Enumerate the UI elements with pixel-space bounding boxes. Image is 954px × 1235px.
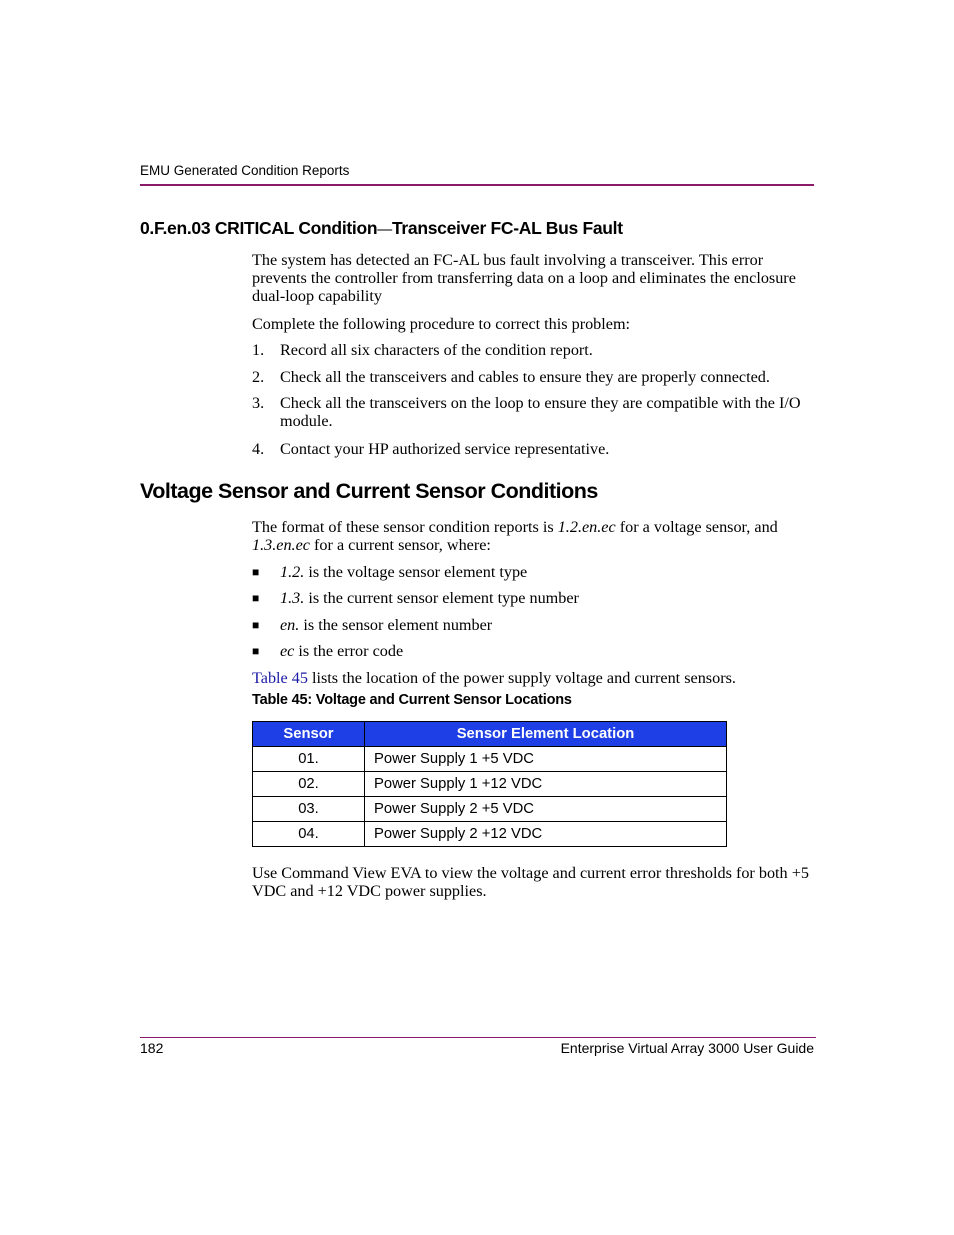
bullet-text: is the voltage sensor element type xyxy=(304,563,528,581)
bullet-text: is the current sensor element type number xyxy=(304,589,579,607)
page-number: 182 xyxy=(140,1040,164,1056)
table-45-link[interactable]: Table 45 xyxy=(252,669,308,687)
bullet-item xyxy=(280,589,820,607)
footer-rule xyxy=(140,1037,816,1038)
bullet-code: en. xyxy=(280,616,300,634)
step-text: Check all the transceivers on the loop to ensure they are compatible with the I/O module. xyxy=(280,394,801,430)
section-heading-critical-condition xyxy=(140,218,623,239)
format-text-b: for a voltage sensor, and xyxy=(615,518,778,536)
header-rule xyxy=(140,184,814,186)
bullet-item xyxy=(280,616,820,634)
location-cell: Power Supply 2 +12 VDC xyxy=(365,822,727,847)
column-header-sensor: Sensor xyxy=(253,722,365,747)
format-paragraph xyxy=(252,518,817,554)
table-caption: Table 45: Voltage and Current Sensor Locations xyxy=(252,692,572,708)
bullet-marker: ■ xyxy=(252,644,260,658)
bullet-text: is the sensor element number xyxy=(299,616,493,634)
step-number: 3. xyxy=(252,394,265,412)
step-text: Record all six characters of the condition report. xyxy=(280,341,593,359)
table-header-row xyxy=(253,722,727,747)
step-number: 2. xyxy=(252,368,265,386)
voltage-format-code: 1.2.en.ec xyxy=(557,518,616,536)
procedure-intro: Complete the following procedure to correct this problem: xyxy=(252,315,631,333)
step-text: Check all the transceivers and cables to ensure they are properly connected. xyxy=(280,368,770,386)
table-row xyxy=(253,747,727,772)
sensor-cell: 03. xyxy=(253,797,365,822)
step-number: 1. xyxy=(252,341,265,359)
table-reference-paragraph xyxy=(252,669,817,687)
heading-title: Transceiver FC-AL Bus Fault xyxy=(391,218,623,238)
footer-guide-title: Enterprise Virtual Array 3000 User Guide xyxy=(560,1040,814,1056)
bullet-item xyxy=(280,563,820,581)
format-text-a: The format of these sensor condition reports is xyxy=(252,518,558,536)
table-reference-text: lists the location of the power supply voltage and current sensors. xyxy=(307,669,736,687)
sensor-cell: 02. xyxy=(253,772,365,797)
format-text-c: for a current sensor, where: xyxy=(309,536,491,554)
running-header: EMU Generated Condition Reports xyxy=(140,163,350,178)
bullet-marker: ■ xyxy=(252,565,260,579)
bullet-text: is the error code xyxy=(294,642,404,660)
current-format-code: 1.3.en.ec xyxy=(252,536,310,554)
bullet-code: 1.3. xyxy=(280,589,305,607)
bullet-code: 1.2. xyxy=(280,563,305,581)
bullet-marker: ■ xyxy=(252,591,260,605)
table-row xyxy=(253,772,727,797)
heading-dash: — xyxy=(377,221,392,238)
closing-paragraph: Use Command View EVA to view the voltage and current error thresholds for both +5 VDC and +12 VDC power supplies. xyxy=(252,864,809,900)
bullet-item xyxy=(280,642,820,660)
sensor-locations-table xyxy=(252,721,727,847)
sensor-cell: 01. xyxy=(253,747,365,772)
table-row xyxy=(253,822,727,847)
column-header-location: Sensor Element Location xyxy=(365,722,727,747)
bullet-marker: ■ xyxy=(252,618,260,632)
bullet-code: ec xyxy=(280,642,295,660)
table-row xyxy=(253,797,727,822)
section-heading-sensor-conditions: Voltage Sensor and Current Sensor Conditions xyxy=(140,479,598,503)
location-cell: Power Supply 2 +5 VDC xyxy=(365,797,727,822)
location-cell: Power Supply 1 +5 VDC xyxy=(365,747,727,772)
heading-code: 0.F.en.03 CRITICAL Condition xyxy=(140,218,378,238)
sensor-cell: 04. xyxy=(253,822,365,847)
step-number: 4. xyxy=(252,440,265,458)
intro-paragraph: The system has detected an FC-AL bus fault involving a transceiver. This error prevents the controller from transferring data on a loop and eliminates the enclosure dual-loop capability xyxy=(252,251,796,305)
step-text: Contact your HP authorized service representative. xyxy=(280,440,610,458)
location-cell: Power Supply 1 +12 VDC xyxy=(365,772,727,797)
